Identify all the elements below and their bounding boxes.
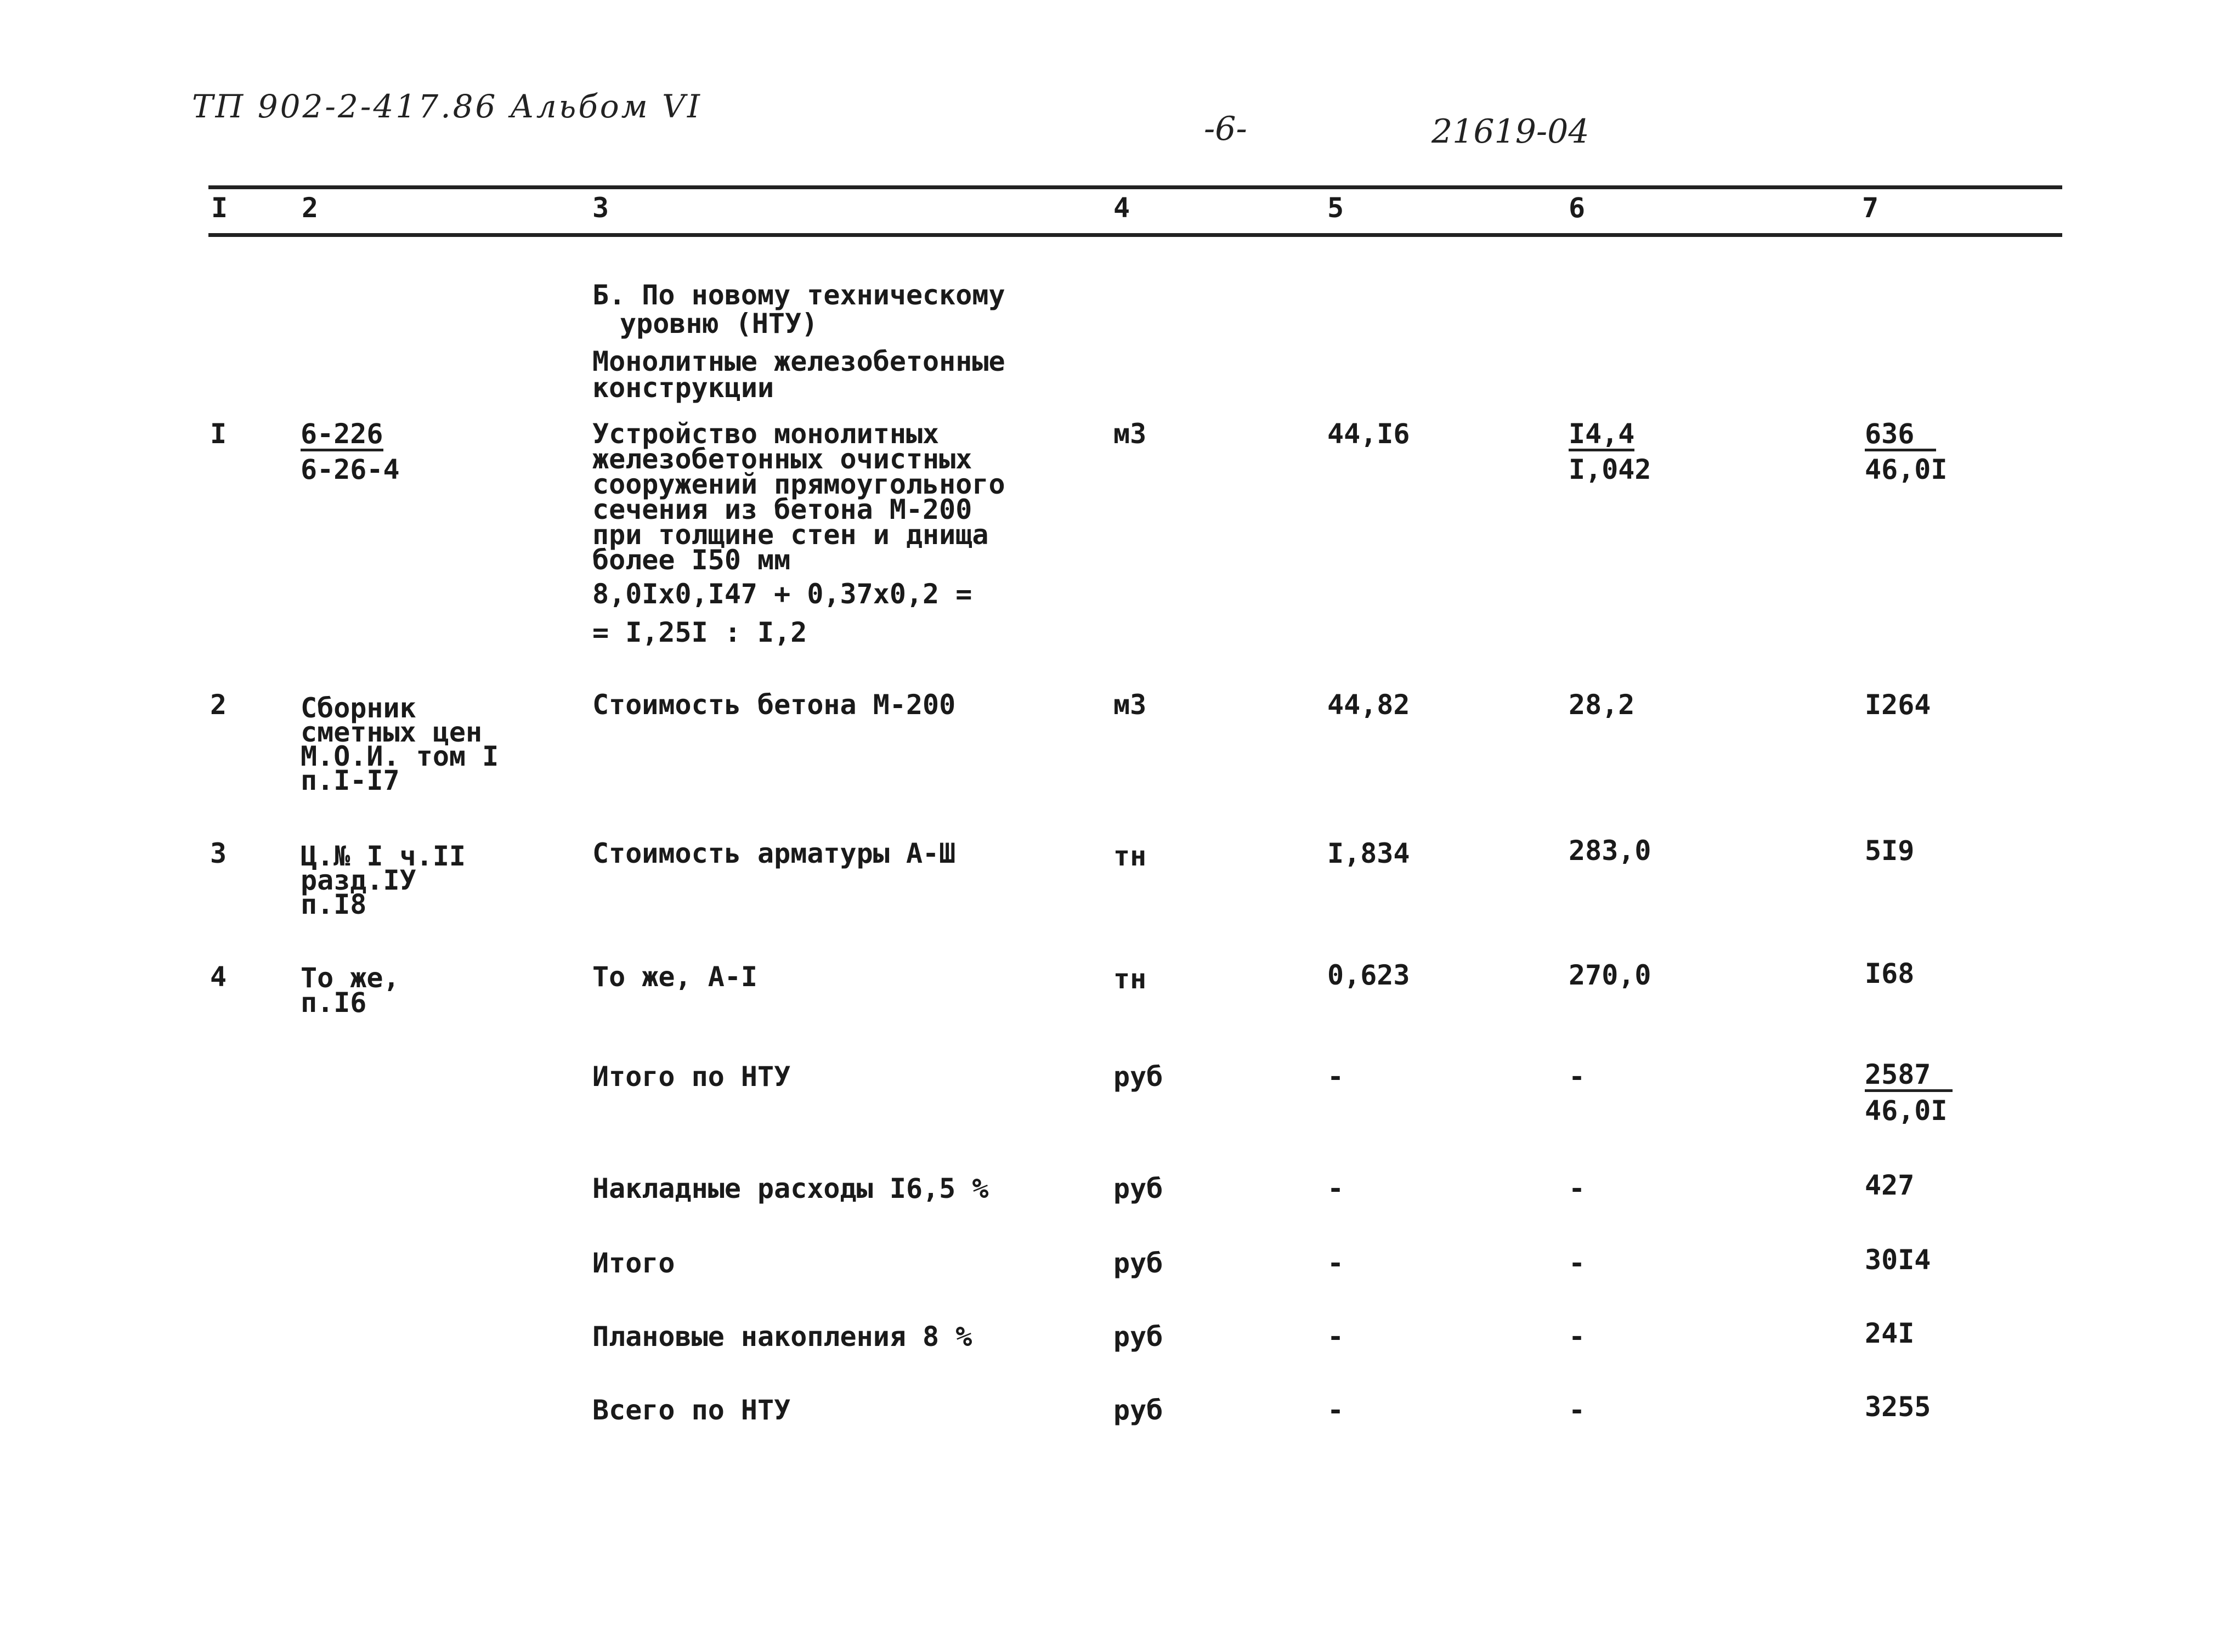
summary3-total: 30I4 xyxy=(1865,1244,1931,1276)
summary5-label: Всего по НТУ xyxy=(592,1394,791,1426)
summary3-label: Итого xyxy=(592,1247,675,1279)
row2-ref-line3: М.О.И. том I xyxy=(301,740,499,772)
summary2-qty: - xyxy=(1327,1173,1344,1204)
summary5-qty: - xyxy=(1327,1394,1344,1426)
row4-desc: То же, А-I xyxy=(592,961,758,993)
row2-desc: Стоимость бетона М-200 xyxy=(592,689,956,721)
summary2-unit: руб xyxy=(1113,1173,1163,1204)
section-title-line2: уровню (НТУ) xyxy=(620,308,818,340)
row1-formula-line2: = I,25I : I,2 xyxy=(592,616,807,648)
row1-desc-line3: сооружений прямоугольного xyxy=(592,468,1005,500)
row1-price-top: I4,4 xyxy=(1569,421,1634,451)
column-header-5: 5 xyxy=(1327,192,1344,224)
summary2-total: 427 xyxy=(1865,1169,1915,1201)
row1-price-bottom: I,042 xyxy=(1569,454,1651,485)
summary4-price: - xyxy=(1569,1321,1586,1353)
row3-qty: I,834 xyxy=(1327,838,1410,869)
row2-qty: 44,82 xyxy=(1327,689,1410,721)
summary3-price: - xyxy=(1569,1247,1586,1279)
summary4-label: Плановые накопления 8 % xyxy=(592,1321,972,1353)
row2-ref-line2: сметных цен xyxy=(301,716,483,748)
summary1-label: Итого по НТУ xyxy=(592,1061,791,1093)
row1-desc-line6: более I50 мм xyxy=(592,544,791,576)
row4-ref-line1: То же, xyxy=(301,962,400,994)
row1-desc-line4: сечения из бетона М-200 xyxy=(592,494,972,525)
row1-total-bottom: 46,0I xyxy=(1865,454,1948,485)
row4-ref-line2: п.I6 xyxy=(301,987,367,1019)
row4-unit: тн xyxy=(1113,963,1147,995)
row1-unit: м3 xyxy=(1113,418,1147,450)
column-header-6: 6 xyxy=(1569,192,1586,224)
summary2-label: Накладные расходы I6,5 % xyxy=(592,1173,989,1204)
row1-desc-line2: железобетонных очистных xyxy=(592,443,972,475)
summary4-unit: руб xyxy=(1113,1321,1163,1353)
row3-unit: тн xyxy=(1113,840,1147,872)
summary1-total-bottom: 46,0I xyxy=(1865,1095,1948,1127)
row4-qty: 0,623 xyxy=(1327,959,1410,991)
summary5-total: 3255 xyxy=(1865,1391,1931,1423)
row1-ref-top: 6-226 xyxy=(301,421,383,451)
row1-number: I xyxy=(210,418,227,450)
row3-desc: Стоимость арматуры А-Ш xyxy=(592,838,956,869)
row2-unit: м3 xyxy=(1113,689,1147,721)
row3-ref-line2: разд.IУ xyxy=(301,864,416,896)
row3-ref-line3: п.I8 xyxy=(301,889,367,920)
row2-number: 2 xyxy=(210,689,227,721)
document-designation: ТП 902-2-417.86 Альбом VI xyxy=(192,88,702,125)
row1-formula-line1: 8,0Iх0,I47 + 0,37х0,2 = xyxy=(592,578,972,610)
row4-total: I68 xyxy=(1865,958,1915,989)
row1-total-top: 636 xyxy=(1865,421,1936,451)
row4-number: 4 xyxy=(210,961,227,993)
row1-desc-line5: при толщине стен и днища xyxy=(592,519,989,551)
table-header-rule xyxy=(208,233,2062,237)
column-header-1: I xyxy=(211,192,228,224)
column-header-4: 4 xyxy=(1113,192,1130,224)
section-subtitle-line1: Монолитные железобетонные xyxy=(592,346,1005,377)
row3-price: 283,0 xyxy=(1569,835,1651,867)
column-header-3: 3 xyxy=(592,192,609,224)
summary4-qty: - xyxy=(1327,1321,1344,1353)
row2-ref-line1: Сборник xyxy=(301,692,416,724)
summary1-unit: руб xyxy=(1113,1061,1163,1093)
summary1-total-top: 2587 xyxy=(1865,1062,1953,1092)
row3-ref-line1: Ц.№ I ч.II xyxy=(301,840,466,872)
summary5-unit: руб xyxy=(1113,1394,1163,1426)
row2-ref-line4: п.I-I7 xyxy=(301,765,400,796)
summary4-total: 24I xyxy=(1865,1317,1915,1349)
row4-price: 270,0 xyxy=(1569,959,1651,991)
row1-qty: 44,I6 xyxy=(1327,418,1410,450)
row1-ref-bottom: 6-26-4 xyxy=(301,454,400,485)
document-code: 21619-04 xyxy=(1431,112,1589,151)
section-title-line1: Б. По новому техническому xyxy=(592,279,1005,311)
row2-price: 28,2 xyxy=(1569,689,1635,721)
row3-number: 3 xyxy=(210,838,227,869)
summary2-price: - xyxy=(1569,1173,1586,1204)
summary3-qty: - xyxy=(1327,1247,1344,1279)
summary1-qty: - xyxy=(1327,1061,1344,1093)
row1-desc-line1: Устройство монолитных xyxy=(592,418,940,450)
summary1-price: - xyxy=(1569,1061,1586,1093)
summary3-unit: руб xyxy=(1113,1247,1163,1279)
page-number: -6- xyxy=(1204,110,1247,148)
row2-total: I264 xyxy=(1865,689,1931,721)
column-header-2: 2 xyxy=(302,192,319,224)
row3-total: 5I9 xyxy=(1865,835,1915,867)
column-header-7: 7 xyxy=(1862,192,1879,224)
section-subtitle-line2: конструкции xyxy=(592,372,774,404)
summary5-price: - xyxy=(1569,1394,1586,1426)
table-top-rule xyxy=(208,185,2062,189)
